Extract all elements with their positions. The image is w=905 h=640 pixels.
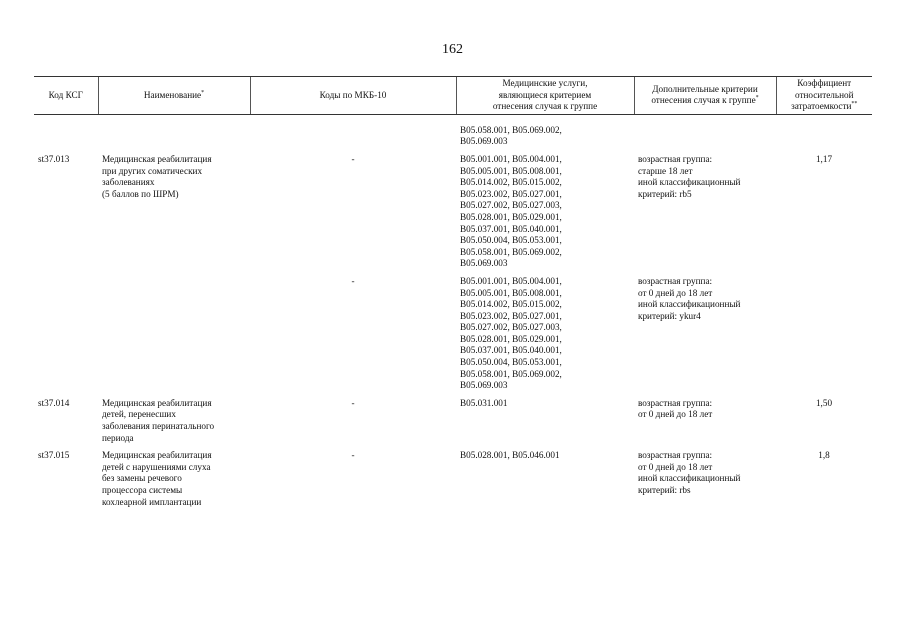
cell-name: Медицинская реабилитация при других соматических заболеваниях (5 баллов по ШРМ) [102, 153, 212, 199]
cell-criteria: возрастная группа: старше 18 лет иной классификационный критерий: rb5 [638, 153, 741, 199]
cell-name: Медицинская реабилитация детей с нарушениями слуха без замены речевого процессора системы кохлеарной имплантации [102, 450, 212, 507]
cell-services: B05.058.001, B05.069.002, B05.069.003 [460, 124, 562, 147]
cell-services: B05.001.001, B05.004.001, B05.005.001, B05.008.001, B05.014.002, B05.015.002, B05.023.002, B05.027.001, B05.027.002, B05.027.003, B05.028.001, B05.029.001, B05.037.001, B05.040.001, B05.050.004, B05.053.001, B05.058.001, B05.069.002, B05.069.003 [460, 275, 562, 391]
cell-criteria [634, 123, 776, 152]
table-row [34, 396, 872, 448]
cell-code [34, 274, 98, 396]
cell-coefficient: 1,8 [818, 450, 830, 461]
cell-mkb: - [351, 275, 355, 286]
cell-code [34, 123, 98, 152]
cell-services: B05.028.001, B05.046.001 [460, 450, 560, 461]
cell-coefficient: 1,17 [815, 153, 833, 164]
table-row [34, 274, 872, 396]
header-coefficient: Коэффициент относительной затратоемкости** [776, 77, 872, 115]
header-services: Медицинские услуги, являющиеся критерием отнесения случая к группе [456, 77, 634, 115]
cell-mkb: - [351, 397, 355, 408]
cell-name [98, 274, 250, 396]
page-number: 162 [442, 42, 463, 57]
cell-services: B05.031.001 [460, 397, 508, 408]
cell-mkb: - [351, 450, 355, 461]
ksg-table [34, 76, 872, 512]
cell-coefficient [776, 274, 872, 396]
cell-services: B05.001.001, B05.004.001, B05.005.001, B05.008.001, B05.014.002, B05.015.002, B05.023.002, B05.027.001, B05.027.002, B05.027.003, B05.028.001, B05.029.001, B05.037.001, B05.040.001, B05.050.004, B05.053.001, B05.058.001, B05.069.002, B05.069.003 [460, 153, 562, 269]
header-criteria: Дополнительные критерии отнесения случая к группе* [634, 77, 776, 115]
cell-criteria: возрастная группа: от 0 дней до 18 лет иной классификационный критерий: rbs [638, 450, 741, 495]
header-code: Код КСГ [34, 77, 98, 115]
cell-code: st37.014 [38, 397, 70, 408]
cell-mkb [250, 123, 456, 152]
cell-code: st37.013 [38, 153, 70, 164]
cell-criteria: возрастная группа: от 0 дней до 18 лет [638, 397, 713, 420]
table-header-row [34, 77, 872, 115]
table-row [34, 448, 872, 512]
table-row [34, 123, 872, 152]
cell-coefficient: 1,50 [815, 397, 833, 408]
cell-code: st37.015 [38, 450, 70, 461]
table-row [34, 152, 872, 274]
cell-mkb: - [351, 153, 355, 164]
header-name: Наименование* [98, 77, 250, 115]
cell-coefficient [776, 123, 872, 152]
cell-criteria: возрастная группа: от 0 дней до 18 лет иной классификационный критерий: ykur4 [638, 275, 741, 321]
cell-name: Медицинская реабилитация детей, перенесших заболевания перинатального периода [102, 397, 215, 443]
header-mkb: Коды по МКБ-10 [250, 77, 456, 115]
cell-name [98, 123, 250, 152]
